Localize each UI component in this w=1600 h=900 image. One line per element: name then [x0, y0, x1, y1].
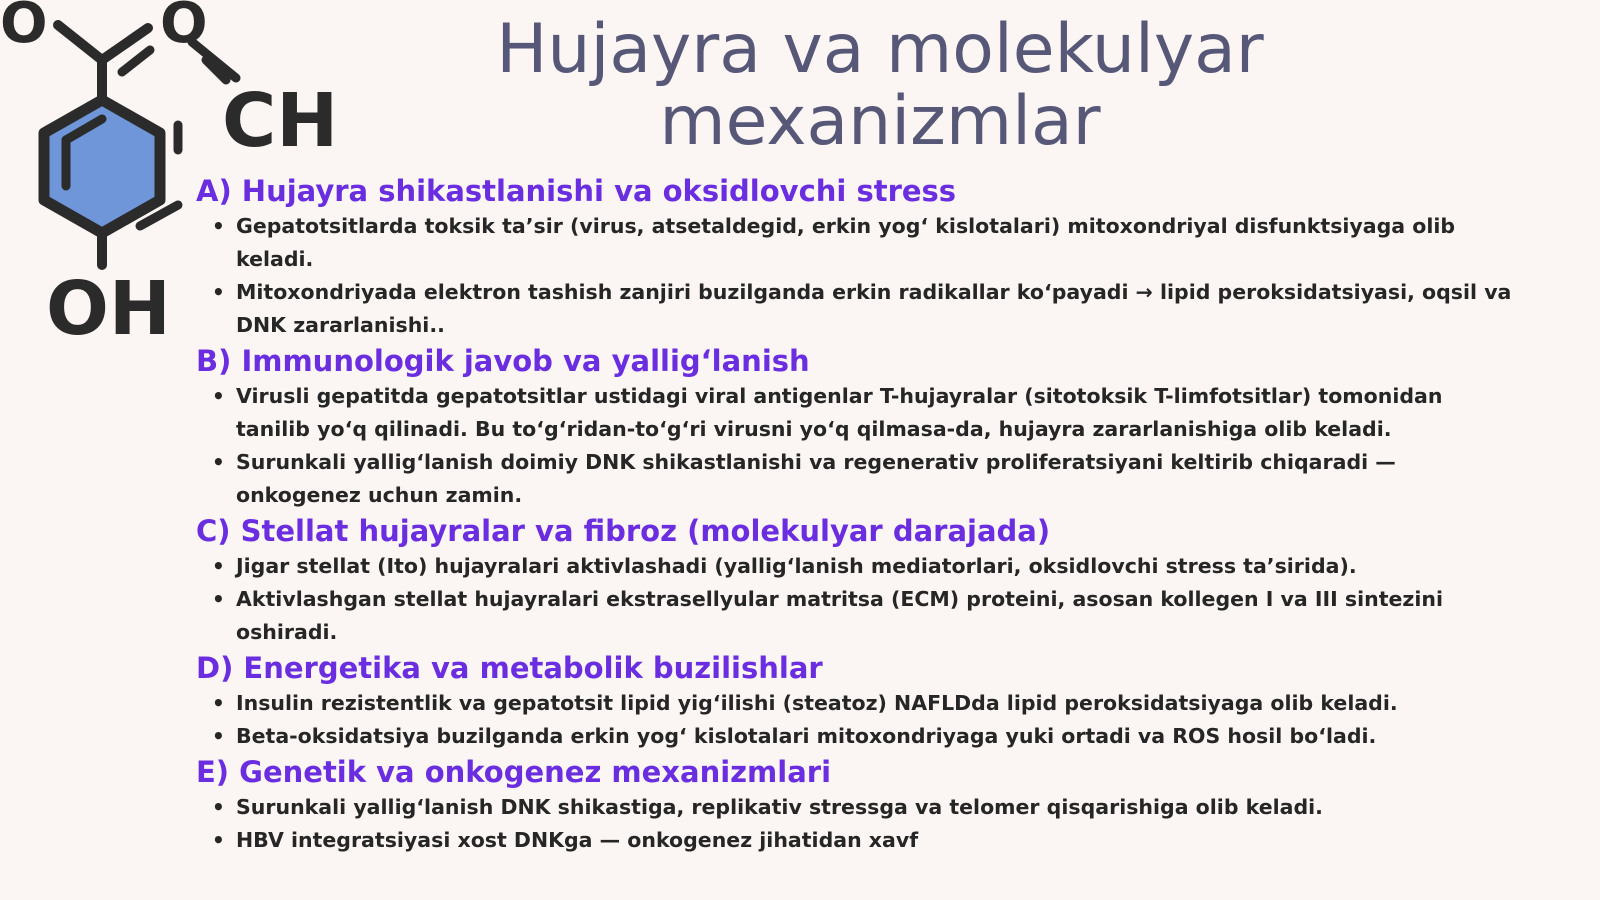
list-item-text: Mitoxondriyada elektron tashish zanjiri buzilganda erkin radikallar ko‘payadi → lipid peroksidatsiyasi, oqsil va DNK zararlanishi.. — [236, 280, 1512, 337]
list-item-text: Beta-oksidatsiya buzilganda erkin yog‘ kislotalari mitoxondriyaga yuki ortadi va ROS hosil bo‘ladi. — [236, 724, 1377, 748]
list-item — [196, 720, 1516, 753]
section-heading: B) Immunologik javob va yallig‘lanish — [196, 344, 810, 378]
section-a — [196, 172, 1516, 342]
bullet-icon: • — [212, 384, 225, 408]
list-item — [196, 583, 1516, 649]
bullet-icon: • — [212, 724, 225, 748]
page-title-line-1: Hujayra va molekulyar — [496, 10, 1264, 89]
bullet-list — [196, 687, 1516, 753]
bullet-list — [196, 210, 1516, 342]
list-item-text: Insulin rezistentlik va gepatotsit lipid yig‘ilishi (steatoz) NAFLDda lipid peroksidatsiyaga olib keladi. — [236, 691, 1398, 715]
section-heading: A) Hujayra shikastlanishi va oksidlovchi stress — [196, 174, 957, 208]
molecule-label-o-right: O — [160, 0, 208, 56]
list-item — [196, 791, 1516, 824]
list-item-text: Gepatotsitlarda toksik ta’sir (virus, atsetaldegid, erkin yog‘ kislotalari) mitoxondriyal disfunktsiyaga olib keladi. — [236, 214, 1456, 271]
list-item-text: Virusli gepatitda gepatotsitlar ustidagi viral antigenlar T-hujayralar (sitotoksik T-limfotsitlar) tomonidan tanilib yo‘q qilinadi. Bu to‘g‘ridan-to‘g‘ri virusni yo‘q qilmasa-da, hujayra zararlanishiga olib keladi. — [236, 384, 1443, 441]
list-item-text: Jigar stellat (Ito) hujayralari aktivlashadi (yallig‘lanish mediatorlari, oksidlovchi stress ta’sirida). — [236, 554, 1357, 578]
list-item — [196, 380, 1516, 446]
molecule-label-oh: OH — [46, 266, 171, 350]
section-c — [196, 512, 1516, 649]
bullet-icon: • — [212, 587, 225, 611]
molecule-label-o-left: O — [0, 0, 48, 56]
bullet-list — [196, 791, 1516, 857]
bullet-icon: • — [212, 691, 225, 715]
section-e — [196, 753, 1516, 857]
list-item — [196, 550, 1516, 583]
page-title — [430, 10, 1330, 161]
bullet-list — [196, 550, 1516, 649]
section-heading: E) Genetik va onkogenez mexanizmlari — [196, 755, 832, 789]
molecule-label-ch: CH — [222, 78, 339, 164]
list-item — [196, 687, 1516, 720]
section-heading: C) Stellat hujayralar va fibroz (molekulyar darajada) — [196, 514, 1051, 548]
bullet-list — [196, 380, 1516, 512]
section-d — [196, 649, 1516, 753]
list-item — [196, 824, 1516, 857]
bullet-icon: • — [212, 795, 225, 819]
list-item — [196, 276, 1516, 342]
page-title-line-2: mexanizmlar — [659, 82, 1101, 161]
content-body — [196, 172, 1516, 857]
bullet-icon: • — [212, 214, 225, 238]
bullet-icon: • — [212, 280, 225, 304]
bullet-icon: • — [212, 828, 225, 852]
bullet-icon: • — [212, 554, 225, 578]
list-item-text: Aktivlashgan stellat hujayralari ekstrasellyular matritsa (ECM) proteini, asosan kollegen I va III sintezini oshiradi. — [236, 587, 1443, 644]
bullet-icon: • — [212, 450, 225, 474]
list-item-text: Surunkali yallig‘lanish doimiy DNK shikastlanishi va regenerativ proliferatsiyani keltirib chiqaradi — onkogenez uchun zamin. — [236, 450, 1396, 507]
list-item — [196, 446, 1516, 512]
section-b — [196, 342, 1516, 512]
section-heading: D) Energetika va metabolik buzilishlar — [196, 651, 823, 685]
list-item-text: Surunkali yallig‘lanish DNK shikastiga, replikativ stressga va telomer qisqarishiga olib keladi. — [236, 795, 1323, 819]
list-item — [196, 210, 1516, 276]
list-item-text: HBV integratsiyasi xost DNKga — onkogenez jihatidan xavf — [236, 828, 919, 852]
